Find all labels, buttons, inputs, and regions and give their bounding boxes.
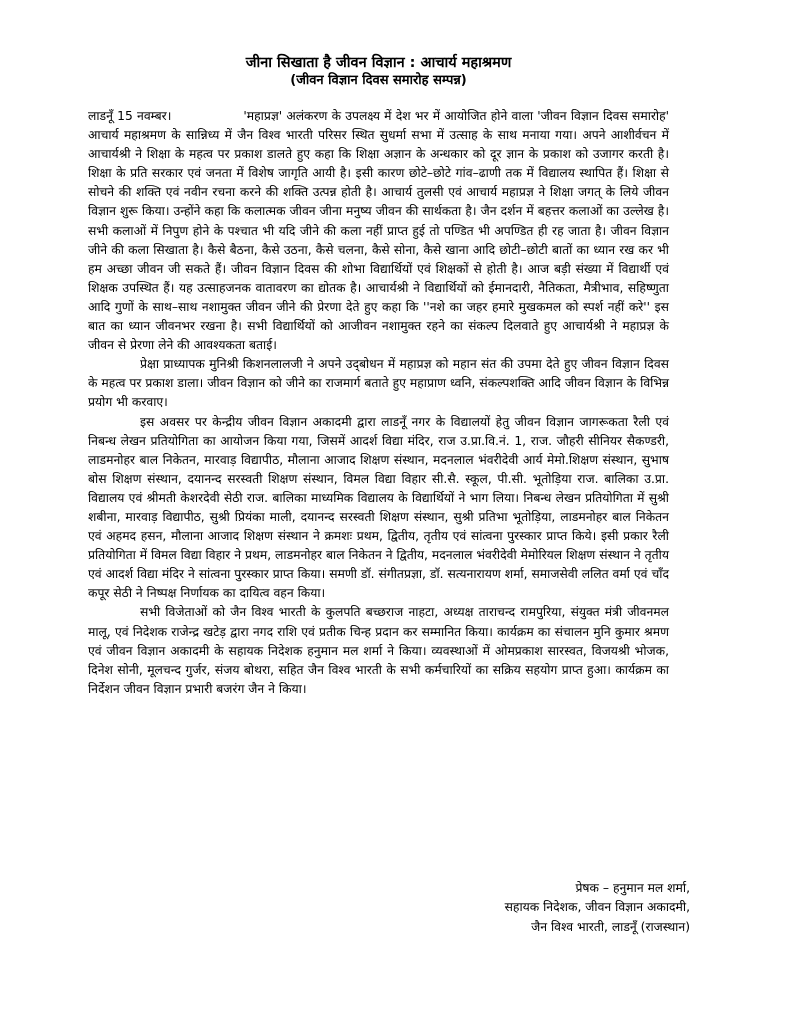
paragraph-4: सभी विजेताओं को जैन विश्व भारती के कुलपति बच्छराज नाहटा, अध्यक्ष ताराचन्द रामपुरिया, संयुक्त मंत्री जीवनमल मालू, एवं निदेशक राजेन्द्र खटेड़ द्वारा नगद राशि एवं प्रतीक चिन्ह प्रदान कर सम्मानित किया। कार्यक्रम का संचालन मुनि कुमार श्रमण एवं जीवन विज्ञान अकादमी के सहायक निदेशक हनुमान मल शर्मा ने किया। व्यवस्थाओं में ओमप्रकाश सारस्वत, विजयश्री भोजक, दिनेश सोनी, मूलचन्द गुर्जर, संजय बोथरा, सहित जैन विश्व भारती के सभी कर्मचारियों का सक्रिय सहयोग प्राप्त हुआ। कार्यक्रम का निर्देशन जीवन विज्ञान प्रभारी बजरंग जैन ने किया। [88,605,669,696]
dateline: लाडनूँ 15 नवम्बर। [88,109,172,123]
sender-name: प्रेषक – हनुमान मल शर्मा, [575,881,690,895]
page-subtitle: (जीवन विज्ञान दिवस समारोह सम्पन्न) [290,73,467,88]
sender-designation: सहायक निदेशक, जीवन विज्ञान अकादमी, [504,900,690,915]
sender-address: जैन विश्व भारती, लाडनूँ (राजस्थान) [531,919,690,934]
sender-block [430,879,690,937]
paragraph-1 [88,107,669,355]
paragraph-2: प्रेक्षा प्राध्यापक मुनिश्री किशनलालजी ने अपने उद्‌बोधन में महाप्रज्ञ को महान संत की उपमा देते हुए जीवन विज्ञान दिवस के महत्व पर प्रकाश डाला। जीवन विज्ञान को जीने का राजमार्ग बताते हुए महाप्राण ध्वनि, संकल्पशक्ति आदि जीवन विज्ञान के विभिन्न प्रयोग भी करवाए। [88,357,669,410]
paragraph-3: इस अवसर पर केन्द्रीय जीवन विज्ञान अकादमी द्वारा लाडनूँ नगर के विद्यालयों हेतु जीवन विज्ञान जागरूकता रैली एवं निबन्ध लेखन प्रतियोगिता का आयोजन किया गया, जिसमें आदर्श विद्या मंदिर, राज उ.प्रा.वि.नं. 1, राज. जौहरी सीनियर सैकण्डरी, लाडमनोहर बाल निकेतन, मारवाड़ विद्यापीठ, मौलाना आजाद शिक्षण संस्थान, मदनलाल भंवरीदेवी आर्य मेमो.शिक्षण संस्थान, सुभाष बोस शिक्षण संस्थान, दयानन्द सरस्वती शिक्षण संस्थान, विमल विद्या विहार सी.सै. स्कूल, पी.सी. भूतोड़िया राज. बालिका उ.प्रा. विद्यालय एवं श्रीमती केशरदेवी सेठी राज. बालिका माध्यमिक विद्यालय के विद्यार्थियों ने भाग लिया। निबन्ध लेखन प्रतियोगिता में सुश्री शबीना, मारवाड़ विद्यापीठ, सुश्री प्रियंका माली, दयानन्द सरस्वती शिक्षण संस्थान, सुश्री प्रतिभा भूतोड़िया, लाडमनोहर बाल निकेतन एवं अहमद हसन, मौलाना आजाद शिक्षण संस्थान ने क्रमशः प्रथम, द्वितीय, तृतीय एवं सांत्वना पुरस्कार प्राप्त किये। इसी प्रकार रैली प्रतियोगिता में विमल विद्या विहार ने प्रथम, लाडमनोहर बाल निकेतन ने द्वितीय, मदनलाल भंवरीदेवी मेमोरियल शिक्षण संस्थान ने तृतीय एवं आदर्श विद्या मंदिर ने सांत्वना पुरस्कार प्राप्त किया। समणी डॉ. संगीतप्रज्ञा, डॉ. सत्यनारायण शर्मा, समाजसेवी ललित वर्मा एवं चाँद कपूर सेठी ने निष्पक्ष निर्णायक का दायित्व वहन किया। [88,414,669,601]
page-title: जीना सिखाता है जीवन विज्ञान : आचार्य महाश्रमण [245,55,512,71]
paragraph-1-text: 'महाप्रज्ञ' अलंकरण के उपलक्ष्य में देश भर में आयोजित होने वाला 'जीवन विज्ञान दिवस समारोह' आचार्य महाश्रमण के सान्निध्य में जैन विश्व भारती परिसर स्थित सुधर्मा सभा में उत्साह के साथ मनाया गया। अपने आशीर्वचन में आचार्यश्री ने शिक्षा के महत्व पर प्रकाश डालते हुए कहा कि शिक्षा अज्ञान के अन्धकार को दूर ज्ञान के प्रकाश को उजागर करती है। शिक्षा के प्रति सरकार एवं जनता में विशेष जागृति आयी है। इसी कारण छोटे–छोटे गांव–ढाणी तक में विद्यालय स्थापित हैं। शिक्षा से सोचने की शक्ति एवं नवीन रचना करने की शक्ति उत्पन्न होती है। आचार्य तुलसी एवं आचार्य महाप्रज्ञ ने शिक्षा जगत् के लिये जीवन विज्ञान शुरू किया। उन्होंने कहा कि कलात्मक जीवन जीना मनुष्य जीवन की सार्थकता है। जैन दर्शन में बहत्तर कलाओं का उल्लेख है। सभी कलाओं में निपुण होने के पश्चात भी यदि जीने की कला नहीं प्राप्त हुई तो पण्डित भी अपण्डित ही रह जाता है। जीवन विज्ञान जीने की कला सिखाता है। कैसे बैठना, कैसे उठना, कैसे चलना, कैसे सोना, कैसे खाना आदि छोटी–छोटी बातों का ध्यान रख कर भी हम अच्छा जीवन जी सकते हैं। जीवन विज्ञान दिवस की शोभा विद्यार्थियों एवं शिक्षकों से होती है। आज बड़ी संख्या में विद्यार्थी एवं शिक्षक उपस्थित हैं। यह उत्साहजनक वातावरण का द्योतक है। आचार्यश्री ने विद्यार्थियों को ईमानदारी, नैतिकता, मैत्रीभाव, सहिष्णुता आदि गुणों के साथ–साथ नशामुक्त जीवन जीने की प्रेरणा देते हुए कहा कि ''नशे का जहर हमारे मुखकमल को स्पर्श नहीं करे'' इस बात का ध्यान जीवनभर रखना है। सभी विद्यार्थियों को आजीवन नशामुक्त रहने का संकल्प दिलवाते हुए आचार्यश्री ने महाप्रज्ञ के जीवन से प्रेरणा लेने की आवश्यकता बताई। [88,109,669,353]
article-body [88,107,669,699]
